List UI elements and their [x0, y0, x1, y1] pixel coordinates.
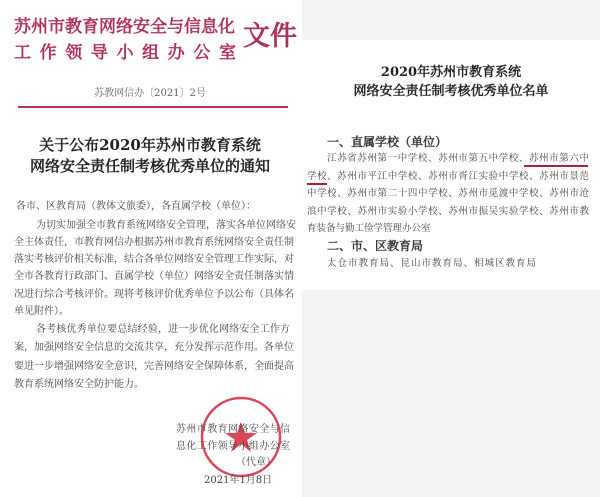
- notice-title-line1: 关于公布2020年苏州市教育系统: [39, 136, 261, 154]
- list-line: 育装备与勤工俭学管理办公室: [307, 223, 431, 234]
- red-divider: [18, 106, 288, 108]
- list-line: 中学校、苏州市第二十四中学校、苏州市觅渡中学校、苏州市沧: [307, 188, 589, 199]
- list-line: 浪中学校、苏州市实验小学校、苏州市振吴实验学校、苏州市教: [307, 206, 589, 217]
- signature-line2: 息化工作领导小组办公室: [176, 441, 290, 452]
- signature-note: （代章）: [236, 457, 276, 468]
- body-line: 要进一步增强网络安全意识，完善网络安全保障体系，全面提高: [14, 361, 294, 372]
- annex-title-line1: 2020年苏州市教育系统: [380, 65, 522, 80]
- highlight-underline: [307, 183, 327, 185]
- annex-title-line2: 网络安全责任制考核优秀单位名单: [353, 84, 549, 99]
- body-line: 单见附件）。: [14, 306, 69, 317]
- body-line: 为切实加强全市教育系统网络安全管理，落实各单位网络安: [36, 220, 296, 231]
- issuer-header-line1: 苏州市教育网络安全与信息化: [14, 17, 235, 37]
- signature-line1: 苏州市教育网络安全与信: [176, 424, 290, 435]
- body-line: 况进行综合考核评价。现将考核评价优秀单位予以公布（具体名: [14, 289, 294, 300]
- list-line: 学校、苏州市平江中学校、苏州市胥江实验中学校、苏州市景范: [307, 171, 589, 182]
- document-number: 苏教网信办〔2021〕2号: [94, 88, 206, 99]
- issue-date: 2021年1月8日: [204, 475, 273, 486]
- section1-heading: 一、直属学校（单位）: [327, 135, 448, 149]
- list-line: 江苏省苏州第一中学校、苏州市第五中学校、苏州市第六中: [327, 153, 589, 164]
- notice-title-line2: 网络安全责任制考核优秀单位的通知: [29, 157, 270, 175]
- body-line: 各考核优秀单位要总结经验，进一步优化网络安全工作方: [36, 324, 290, 335]
- body-line: 教育系统网络安全防护能力。: [14, 379, 144, 390]
- highlight-underline: [524, 165, 588, 167]
- list-line: 太仓市教育局、昆山市教育局、相城区教育局: [327, 258, 538, 269]
- body-line: 全市各教育行政部门、直属学校（单位）网络安全责任制落实情: [14, 271, 294, 282]
- body-line: 落实考核评价相关标准，结合各单位网络安全管理工作实际，对: [14, 254, 294, 265]
- body-line: 各市、区教育局（教体文旅委），各直属学校（单位）：: [16, 201, 256, 212]
- body-line: 全主体责任，市教育网信办根据苏州市教育系统网络安全责任制: [14, 237, 294, 248]
- section2-heading: 二、市、区教育局: [327, 239, 424, 253]
- issuer-header-line2: 工 作 领 导 小 组 办 公 室: [14, 43, 236, 63]
- body-line: 案，加强网络安全信息的交流共享，充分发挥示范作用。各单位: [14, 342, 294, 353]
- document-type-label: 文件: [243, 21, 297, 52]
- annex-page: [302, 40, 600, 290]
